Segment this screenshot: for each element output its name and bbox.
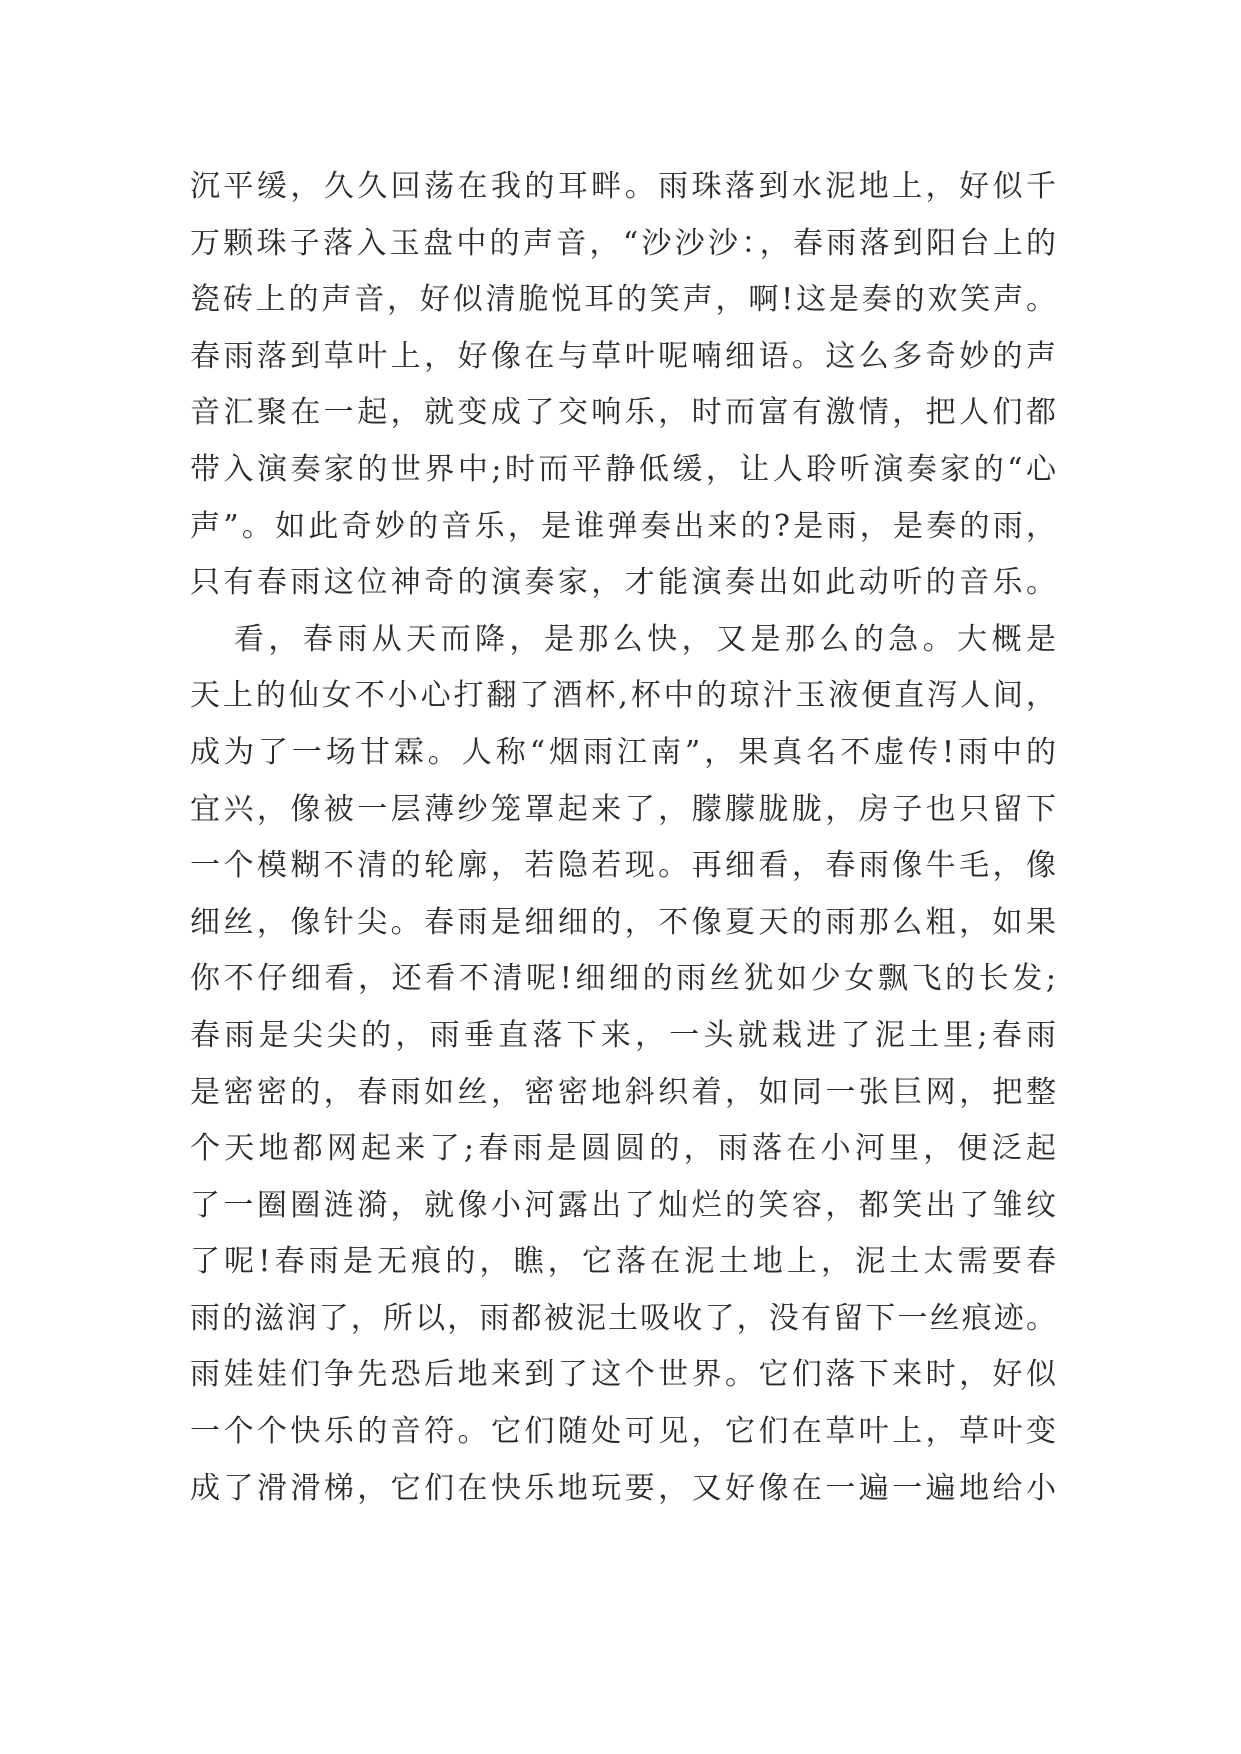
text-line: 是密密的，春雨如丝，密密地斜织着，如同一张巨网，把整	[190, 1074, 1056, 1110]
text-line: 你不仔细看，还看不清呢!细细的雨丝犹如少女飘飞的长发;	[190, 961, 1056, 997]
text-line: 带入演奏家的世界中;时而平静低缓，让人聆听演奏家的“心	[190, 451, 1056, 487]
text-line: 一个个快乐的音符。它们随处可见，它们在草叶上，草叶变	[190, 1414, 1056, 1450]
body-text	[190, 159, 1056, 1517]
text-line: 音汇聚在一起，就变成了交响乐，时而富有激情，把人们都	[190, 395, 1056, 431]
text-line: 春雨落到草叶上，好像在与草叶呢喃细语。这么多奇妙的声	[190, 338, 1056, 374]
text-line: 春雨是尖尖的，雨垂直落下来，一头就栽进了泥土里;春雨	[190, 1017, 1056, 1053]
paragraph-first-line: 看，春雨从天而降，是那么快，又是那么的急。大概是	[234, 621, 1056, 657]
text-line: 声”。如此奇妙的音乐，是谁弹奏出来的?是雨，是奏的雨，	[190, 508, 1056, 544]
text-line: 成为了一场甘霖。人称“烟雨江南”，果真名不虚传!雨中的	[190, 734, 1056, 770]
text-line: 了呢!春雨是无痕的，瞧，它落在泥土地上，泥土太需要春	[190, 1244, 1056, 1280]
text-line: 个天地都网起来了;春雨是圆圆的，雨落在小河里，便泛起	[190, 1131, 1056, 1167]
text-line: 了一圈圈涟漪，就像小河露出了灿烂的笑容，都笑出了雏纹	[190, 1187, 1056, 1223]
text-line: 沉平缓，久久回荡在我的耳畔。雨珠落到水泥地上，好似千	[190, 169, 1056, 204]
text-line: 万颗珠子落入玉盘中的声音，“沙沙沙：，春雨落到阳台上的	[190, 225, 1056, 261]
text-line: 天上的仙女不小心打翻了酒杯,杯中的琼汁玉液便直泻人间，	[190, 678, 1056, 714]
text-line: 一个模糊不清的轮廓，若隐若现。再细看，春雨像牛毛，像	[190, 848, 1056, 884]
text-line: 宜兴，像被一层薄纱笼罩起来了，朦朦胧胧，房子也只留下	[190, 791, 1056, 827]
text-line: 细丝，像针尖。春雨是细细的，不像夏天的雨那么粗，如果	[190, 904, 1056, 940]
text-line: 成了滑滑梯，它们在快乐地玩要，又好像在一遍一遍地给小	[190, 1470, 1056, 1506]
text-line: 只有春雨这位神奇的演奏家，才能演奏出如此动听的音乐。	[190, 565, 1056, 601]
text-line: 瓷砖上的声音，好似清脆悦耳的笑声，啊!这是奏的欢笑声。	[190, 282, 1056, 318]
text-line: 雨的滋润了，所以，雨都被泥土吸收了，没有留下一丝痕迹。	[190, 1300, 1056, 1336]
text-line: 雨娃娃们争先恐后地来到了这个世界。它们落下来时，好似	[190, 1357, 1056, 1393]
